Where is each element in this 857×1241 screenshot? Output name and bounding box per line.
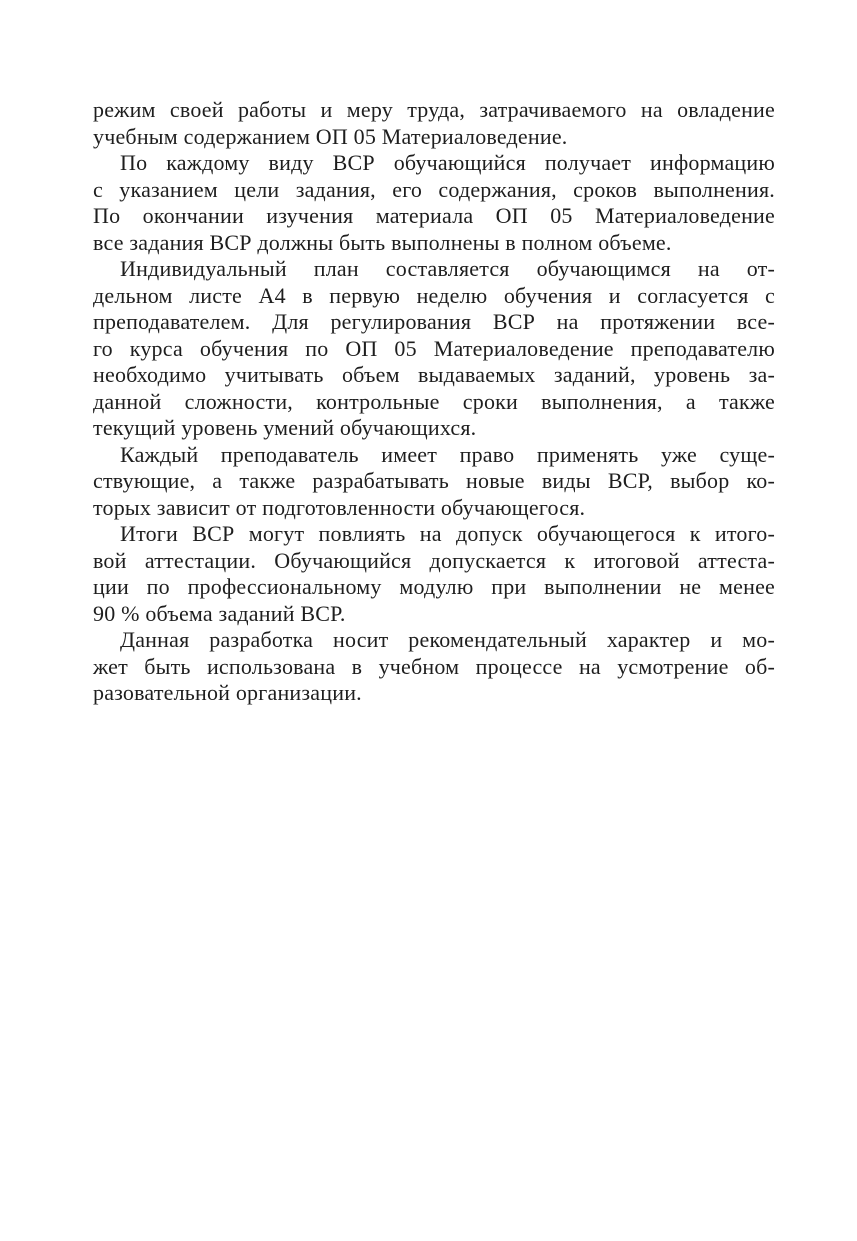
text-line: Данная разработка носит рекомендательный характер и мо-: [120, 627, 775, 652]
paragraph: [93, 97, 775, 150]
text-line: вой аттестации. Обучающийся допускается к итоговой аттеста-: [93, 547, 775, 573]
text-line: преподавателем. Для регулирования ВСР на протяжении все-: [93, 309, 775, 334]
text-line: режим своей работы и меру труда, затрачиваемого на овладение: [93, 97, 775, 122]
text-line: По окончании изучения материала ОП 05 Материаловедение: [93, 203, 775, 228]
paragraph: [93, 521, 775, 627]
text-line: дельном листе А4 в первую неделю обучения и согласуется с: [93, 282, 775, 308]
text-line: По каждому виду ВСР обучающийся получает информацию: [120, 150, 775, 175]
text-line: учебным содержанием ОП 05 Материаловедение.: [93, 123, 568, 149]
text-column: [93, 97, 775, 707]
paragraph: [93, 627, 775, 707]
text-line: торых зависит от подготовленности обучающегося.: [93, 494, 586, 520]
text-line: Каждый преподаватель имеет право применять уже суще-: [120, 441, 775, 467]
text-line: текущий уровень умений обучающихся.: [93, 415, 477, 440]
text-line: жет быть использована в учебном процессе на усмотрение об-: [93, 653, 775, 679]
paragraph: [93, 442, 775, 522]
text-line: разовательной организации.: [93, 680, 362, 705]
paragraph: [93, 256, 775, 442]
text-line: 90 % объема заданий ВСР.: [93, 600, 346, 626]
text-line: Индивидуальный план составляется обучающимся на от-: [120, 256, 775, 281]
text-line: Итоги ВСР могут повлиять на допуск обучающегося к итого-: [120, 521, 775, 546]
text-line: ствующие, а также разрабатывать новые виды ВСР, выбор ко-: [93, 468, 775, 493]
text-line: с указанием цели задания, его содержания, сроков выполнения.: [93, 176, 775, 202]
paragraph: [93, 150, 775, 256]
text-line: данной сложности, контрольные сроки выполнения, а также: [93, 388, 775, 414]
text-line: необходимо учитывать объем выдаваемых заданий, уровень за-: [93, 362, 775, 387]
text-line: все задания ВСР должны быть выполнены в полном объеме.: [93, 229, 672, 255]
text-line: го курса обучения по ОП 05 Материаловедение преподавателю: [93, 335, 775, 361]
text-line: ции по профессиональному модулю при выполнении не менее: [93, 574, 775, 599]
